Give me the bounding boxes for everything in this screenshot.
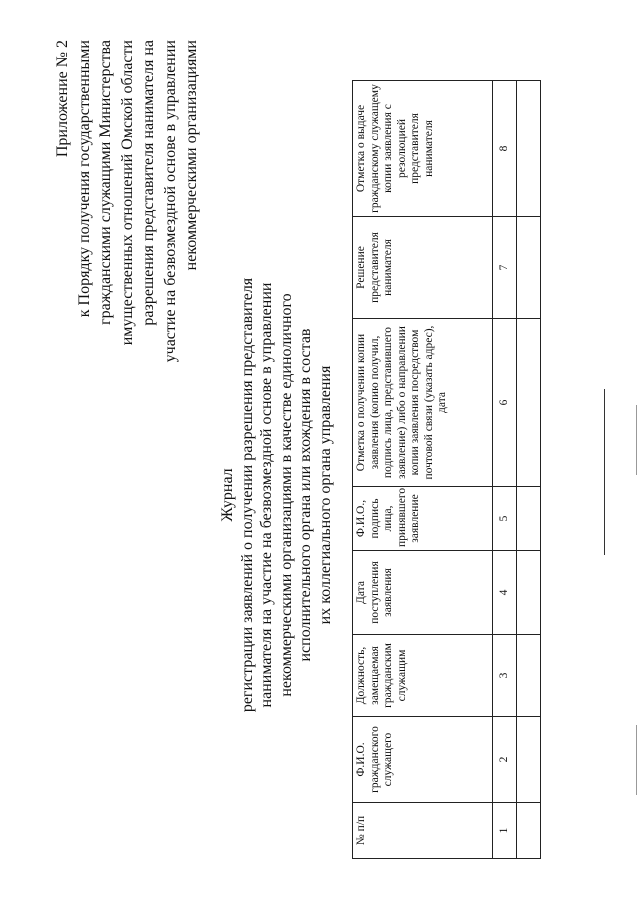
title-line: Журнал <box>219 468 236 522</box>
table-cell <box>517 551 541 635</box>
column-number: 8 <box>493 81 517 217</box>
appendix-line: имущественных отношений Омской области <box>118 40 136 346</box>
scan-artifact-line <box>636 725 637 795</box>
title-line: некоммерческими организациями в качестве единоличного <box>277 293 295 697</box>
column-number: 4 <box>493 551 517 635</box>
table-cell <box>517 487 541 551</box>
journal-table <box>352 80 541 859</box>
appendix-line: разрешения представителя нанимателя на <box>140 40 157 326</box>
table-cell <box>517 81 541 217</box>
appendix-note <box>52 40 203 460</box>
appendix-line: участие на безвозмездной основе в управлении <box>161 40 179 363</box>
title-line: нанимателя на участие на безвозмездной основе в управлении <box>258 282 275 708</box>
column-number: 3 <box>493 635 517 717</box>
header-cell-receiver: Ф.И.О., подпись лица, принявшего заявление <box>353 487 493 551</box>
table-cell <box>517 635 541 717</box>
column-number: 5 <box>493 487 517 551</box>
appendix-line: некоммерческими организациями <box>183 40 200 271</box>
title-line: их коллегиального органа управления <box>316 365 334 625</box>
column-number: 7 <box>493 217 517 319</box>
header-cell-decision: Решение представителя нанимателя <box>353 217 493 319</box>
column-number: 1 <box>493 803 517 859</box>
header-cell-copy-mark: Отметка о получении копии заявления (копию получил, подпись лица, представившего заявление) либо о направлении копии заявления посредством почтовой связи (указать адрес), дата <box>353 319 493 487</box>
title-line: исполнительного органа или вхождения в состав <box>297 328 314 662</box>
journal-title <box>218 125 335 865</box>
appendix-line: гражданскими служащими Министерства <box>97 40 114 325</box>
appendix-line: Приложение № 2 <box>54 40 71 158</box>
table-cell <box>517 717 541 803</box>
appendix-line: к Порядку получения государственными <box>75 40 93 318</box>
table-cell <box>517 319 541 487</box>
table-header-row <box>353 81 493 859</box>
header-cell-position: Должность, замещаемая гражданским служащим <box>353 635 493 717</box>
scan-artifact-line <box>636 405 637 475</box>
table-cell <box>517 217 541 319</box>
header-cell-number: № п/п <box>353 803 493 859</box>
column-number: 2 <box>493 717 517 803</box>
column-number: 6 <box>493 319 517 487</box>
table-row <box>517 81 541 859</box>
table-cell <box>517 803 541 859</box>
footnote-divider <box>604 389 605 555</box>
header-cell-issue-mark: Отметка о выдаче гражданскому служащему копии заявления с резолюцией представителя нанимателя <box>353 81 493 217</box>
title-line: регистрации заявлений о получении разрешения представителя <box>238 277 256 713</box>
header-cell-date: Дата поступления заявления <box>353 551 493 635</box>
header-cell-name: Ф.И.О. гражданского служащего <box>353 717 493 803</box>
table-number-row <box>493 81 517 859</box>
